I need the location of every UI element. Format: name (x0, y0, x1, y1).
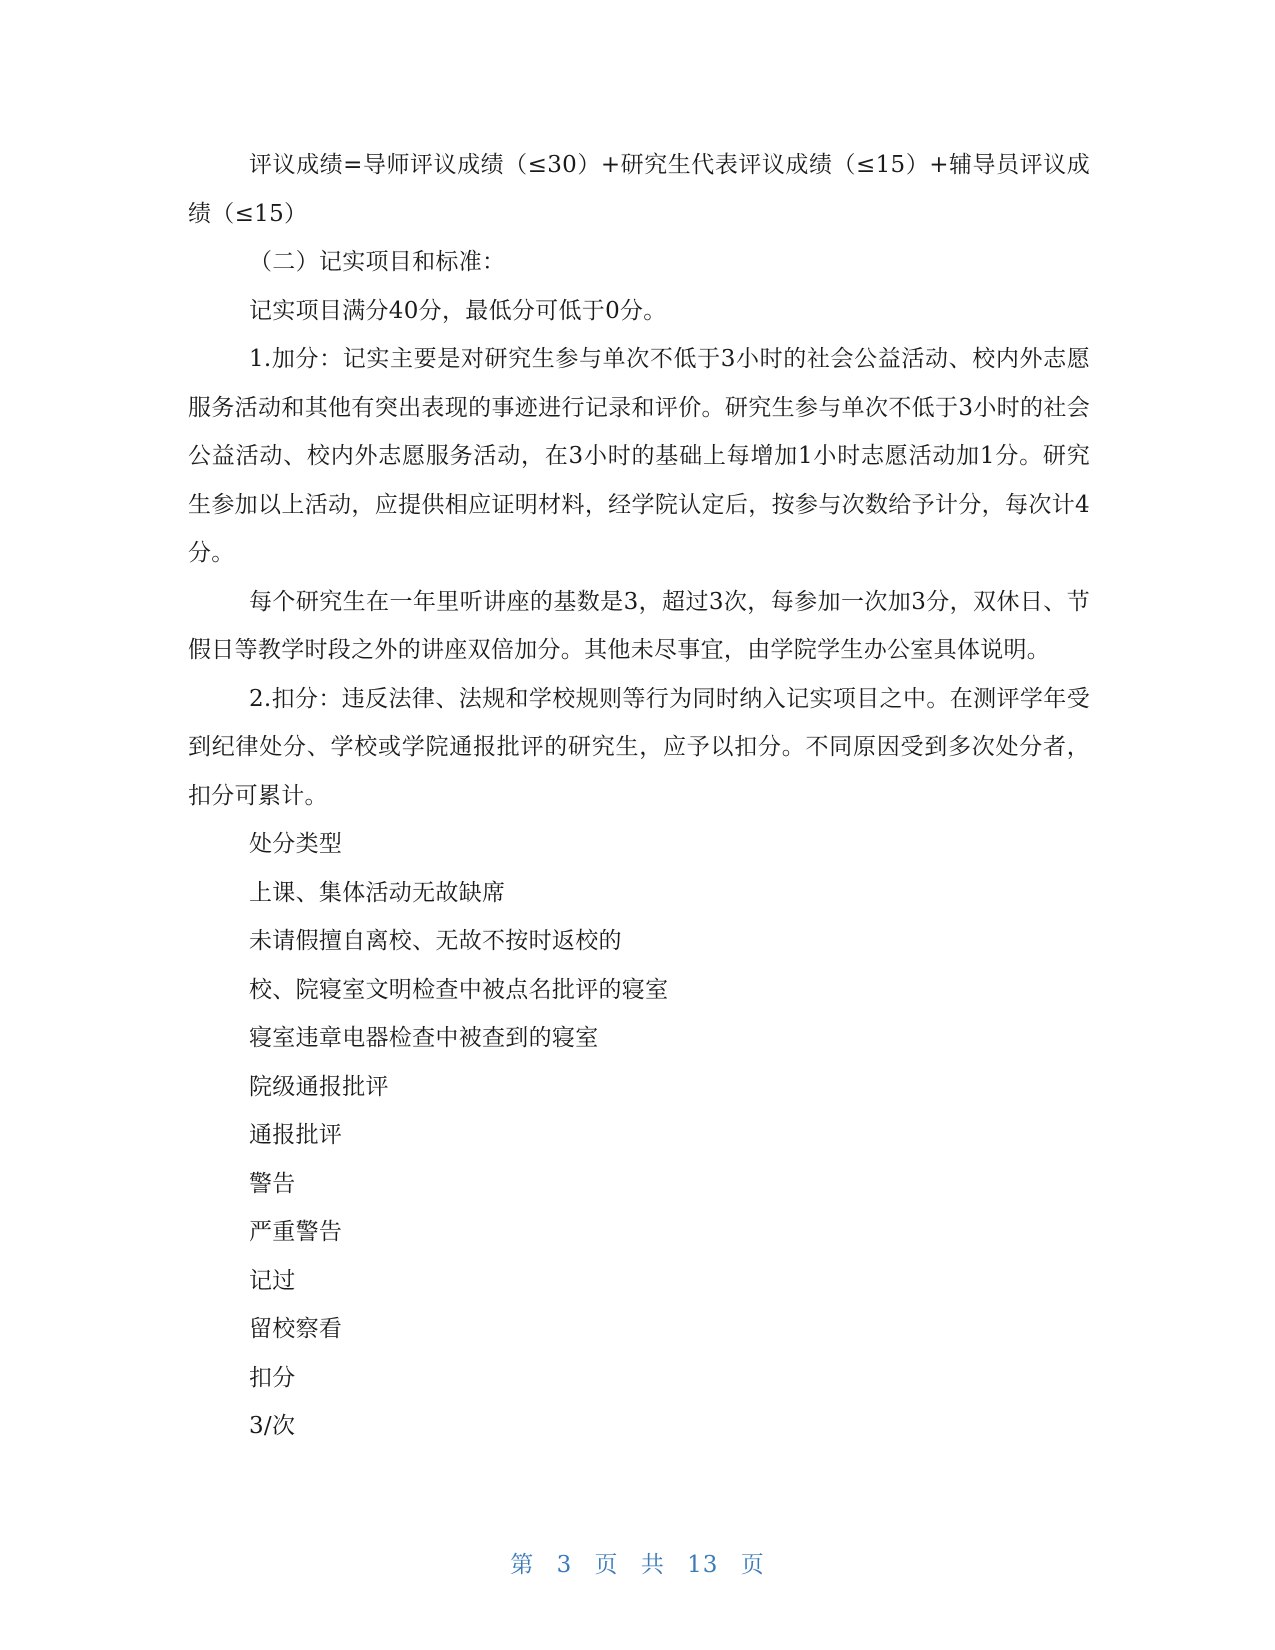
list-item: 扣分 (249, 1364, 296, 1391)
page-footer: 第 3 页 共 13 页 (510, 1552, 765, 1578)
list-item: 记过 (249, 1267, 296, 1294)
list-item: 院级通报批评 (249, 1073, 389, 1100)
list-item: 留校察看 (249, 1316, 343, 1342)
document-body (188, 141, 1090, 1451)
paragraph-bonus-points: 1.加分：记实主要是对研究生参与单次不低于3小时的社会公益活动、校内外志愿服务活动和其他有突出表现的事迹进行记录和评价。研究生参与单次不低于3小时的社会公益活动、校内外志愿服务活动，在3小时的基础上每增加1小时志愿活动加1分。研究生参加以上活动，应提供相应证明材料，经学院认定后，按参与次数给予计分，每次计4分。 (188, 346, 1090, 566)
penalty-list (188, 820, 1090, 1451)
paragraph-full-score: 记实项目满分40分，最低分可低于0分。 (249, 297, 667, 324)
list-item: 警告 (249, 1170, 296, 1197)
section-heading-record-items: （二）记实项目和标准： (249, 249, 506, 275)
paragraph-lectures: 每个研究生在一年里听讲座的基数是3，超过3次，每参加一次加3分，双休日、节假日等教学时段之外的讲座双倍加分。其他未尽事宜，由学院学生办公室具体说明。 (188, 588, 1090, 663)
list-item: 未请假擅自离校、无故不按时返校的 (249, 928, 622, 954)
list-item: 通报批评 (249, 1122, 343, 1148)
list-item: 3/次 (249, 1413, 296, 1439)
list-item: 严重警告 (249, 1219, 343, 1245)
list-item: 校、院寝室文明检查中被点名批评的寝室 (249, 976, 669, 1003)
list-item: 上课、集体活动无故缺席 (249, 879, 506, 906)
list-item: 寝室违章电器检查中被查到的寝室 (249, 1025, 599, 1051)
paragraph-score-formula: 评议成绩=导师评议成绩（≤30）+研究生代表评议成绩（≤15）+辅导员评议成绩（≤15） (188, 152, 1090, 227)
paragraph-deductions: 2.扣分：违反法律、法规和学校规则等行为同时纳入记实项目之中。在测评学年受到纪律处分、学校或学院通报批评的研究生，应予以扣分。不同原因受到多次处分者，扣分可累计。 (188, 685, 1090, 809)
list-item: 处分类型 (249, 831, 343, 857)
